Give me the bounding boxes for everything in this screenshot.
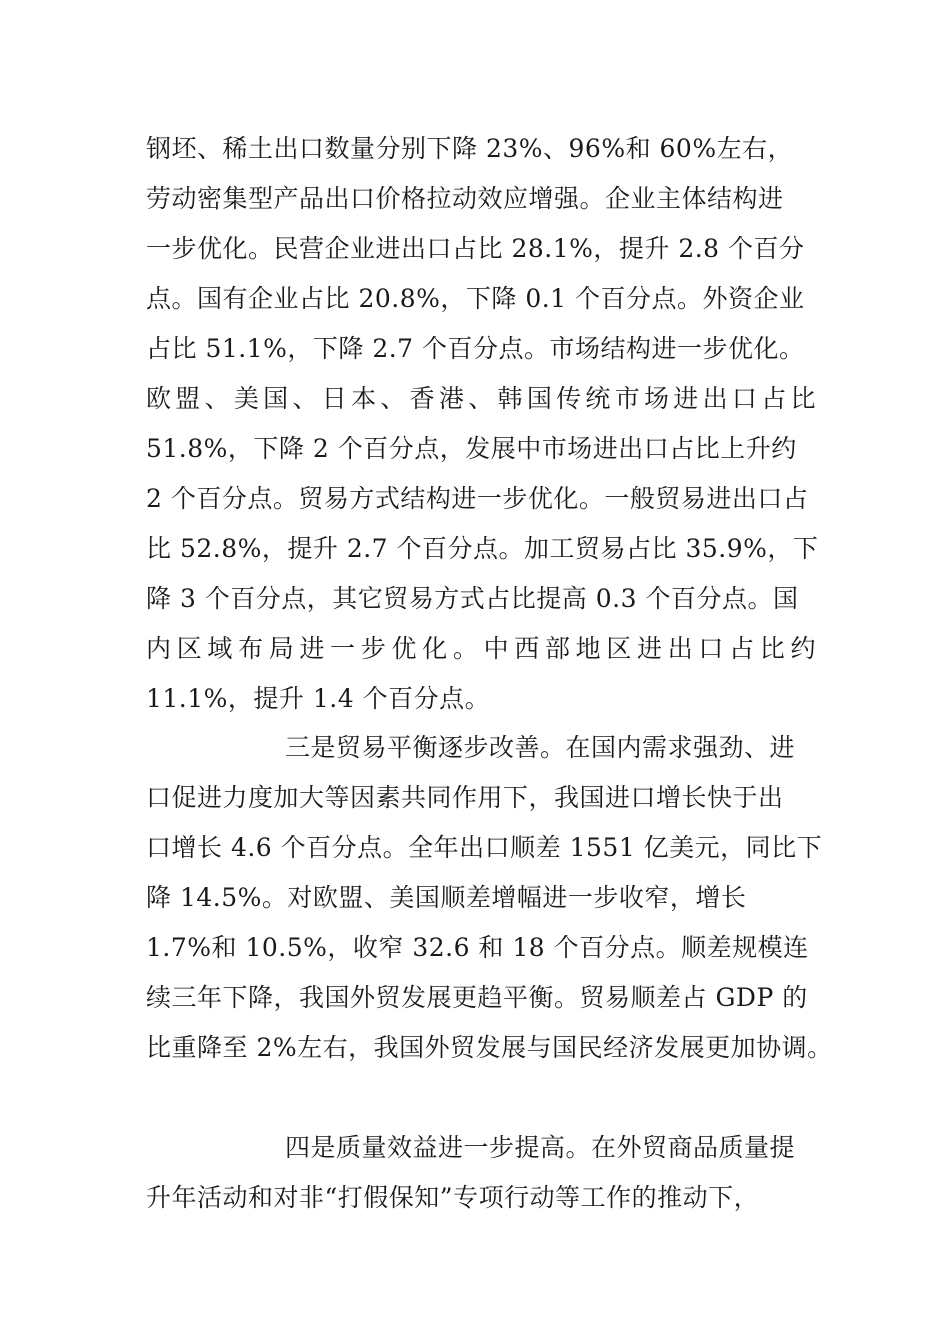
text-line: 2 个百分点。贸易方式结构进一步优化。一般贸易进出口占 xyxy=(146,484,809,513)
text-line: 占比 51.1%，下降 2.7 个百分点。市场结构进一步优化。 xyxy=(146,334,805,363)
text-line: 钢坯、稀土出口数量分别下降 23%、96%和 60%左右， xyxy=(146,134,794,163)
text-line: 1.7%和 10.5%，收窄 32.6 和 18 个百分点。顺差规模连 xyxy=(146,933,809,962)
text-line: 51.8%，下降 2 个百分点，发展中市场进出口占比上升约 xyxy=(146,434,797,463)
text-line: 比 52.8%，提升 2.7 个百分点。加工贸易占比 35.9%，下 xyxy=(146,534,819,563)
text-line: 内区域布局进一步优化。中西部地区进出口占比约 xyxy=(146,634,816,663)
text-line: 劳动密集型产品出口价格拉动效应增强。企业主体结构进 xyxy=(146,184,784,213)
paragraph-quality-benefit xyxy=(146,1123,816,1223)
paragraph-trade-balance xyxy=(146,723,833,1073)
text-line: 升年活动和对非“打假保知”专项行动等工作的推动下， xyxy=(146,1183,760,1212)
text-line: 比重降至 2%左右，我国外贸发展与国民经济发展更加协调。 xyxy=(146,1033,833,1062)
text-line: 续三年下降，我国外贸发展更趋平衡。贸易顺差占 GDP 的 xyxy=(146,983,808,1012)
text-line: 点。国有企业占比 20.8%，下降 0.1 个百分点。外资企业 xyxy=(146,284,805,313)
text-line: 降 14.5%。对欧盟、美国顺差增幅进一步收窄，增长 xyxy=(146,883,747,912)
text-line: 口促进力度加大等因素共同作用下，我国进口增长快于出 xyxy=(146,783,784,812)
text-line: 降 3 个百分点，其它贸易方式占比提高 0.3 个百分点。国 xyxy=(146,584,799,613)
text-line: 口增长 4.6 个百分点。全年出口顺差 1551 亿美元，同比下 xyxy=(146,833,823,862)
text-line: 欧盟、美国、日本、香港、韩国传统市场进出口占比 xyxy=(146,384,816,413)
text-line: 三是贸易平衡逐步改善。在国内需求强劲、进 xyxy=(285,733,796,762)
text-line: 一步优化。民营企业进出口占比 28.1%，提升 2.8 个百分 xyxy=(146,234,805,263)
text-line: 四是质量效益进一步提高。在外贸商品质量提 xyxy=(285,1133,796,1162)
text-line: 11.1%，提升 1.4 个百分点。 xyxy=(146,684,491,713)
paragraph-trade-structure xyxy=(146,124,819,724)
